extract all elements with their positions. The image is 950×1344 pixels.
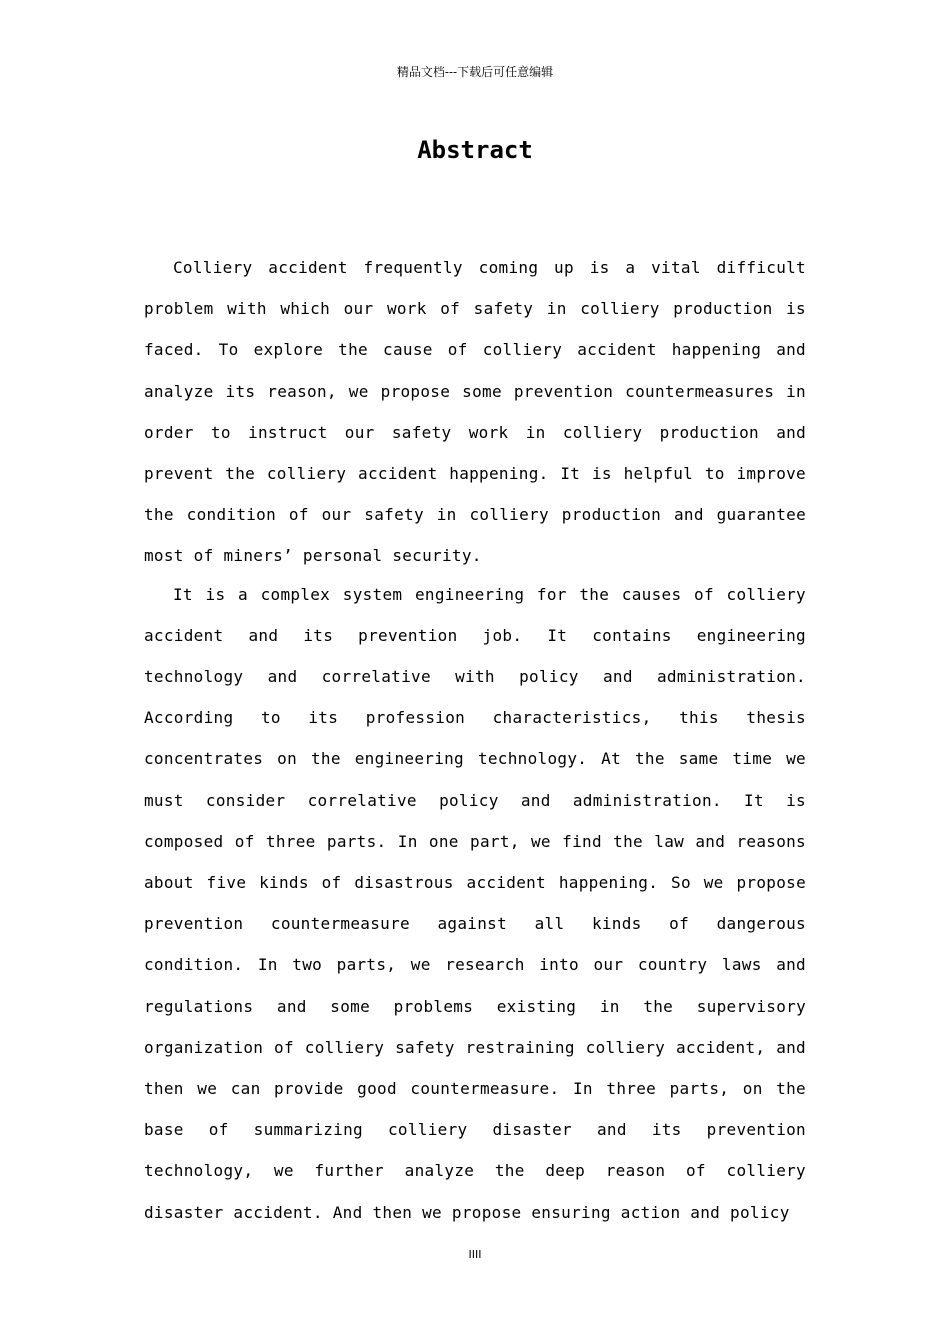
page-title: Abstract — [417, 136, 533, 164]
page-number: IIII — [468, 1248, 482, 1261]
abstract-paragraph-2: It is a complex system engineering for the causes of colliery accident and its prevention job. It contains engineering technology and correlative with policy and administration. According to its profession characteristics, this thesis concentrates on the engineering technology. At the same time we must consider correlative policy and administration. It is composed of three parts. In one part, we find the law and reasons about five kinds of disastrous accident happening. So we propose prevention countermeasure against all kinds of dangerous condition. In two parts, we research into our country laws and regulations and some problems existing in the supervisory organization of colliery safety restraining colliery accident, and then we can provide good countermeasure. In three parts, on the base of summarizing colliery disaster and its prevention technology, we further analyze the deep reason of colliery disaster accident. And then we propose ensuring action and policy — [144, 584, 806, 1222]
abstract-paragraph-1: Colliery accident frequently coming up is a vital difficult problem with which our work of safety in colliery production is faced. To explore the cause of colliery accident happening and analyze its reason, we propose some prevention countermeasures in order to instruct our safety work in colliery production and prevent the colliery accident happening. It is helpful to improve the condition of our safety in colliery production and guarantee most of miners’ personal security. — [144, 258, 806, 566]
abstract-body — [144, 247, 806, 1230]
page-header-note: 精品文档---下载后可任意编辑 — [396, 65, 554, 79]
